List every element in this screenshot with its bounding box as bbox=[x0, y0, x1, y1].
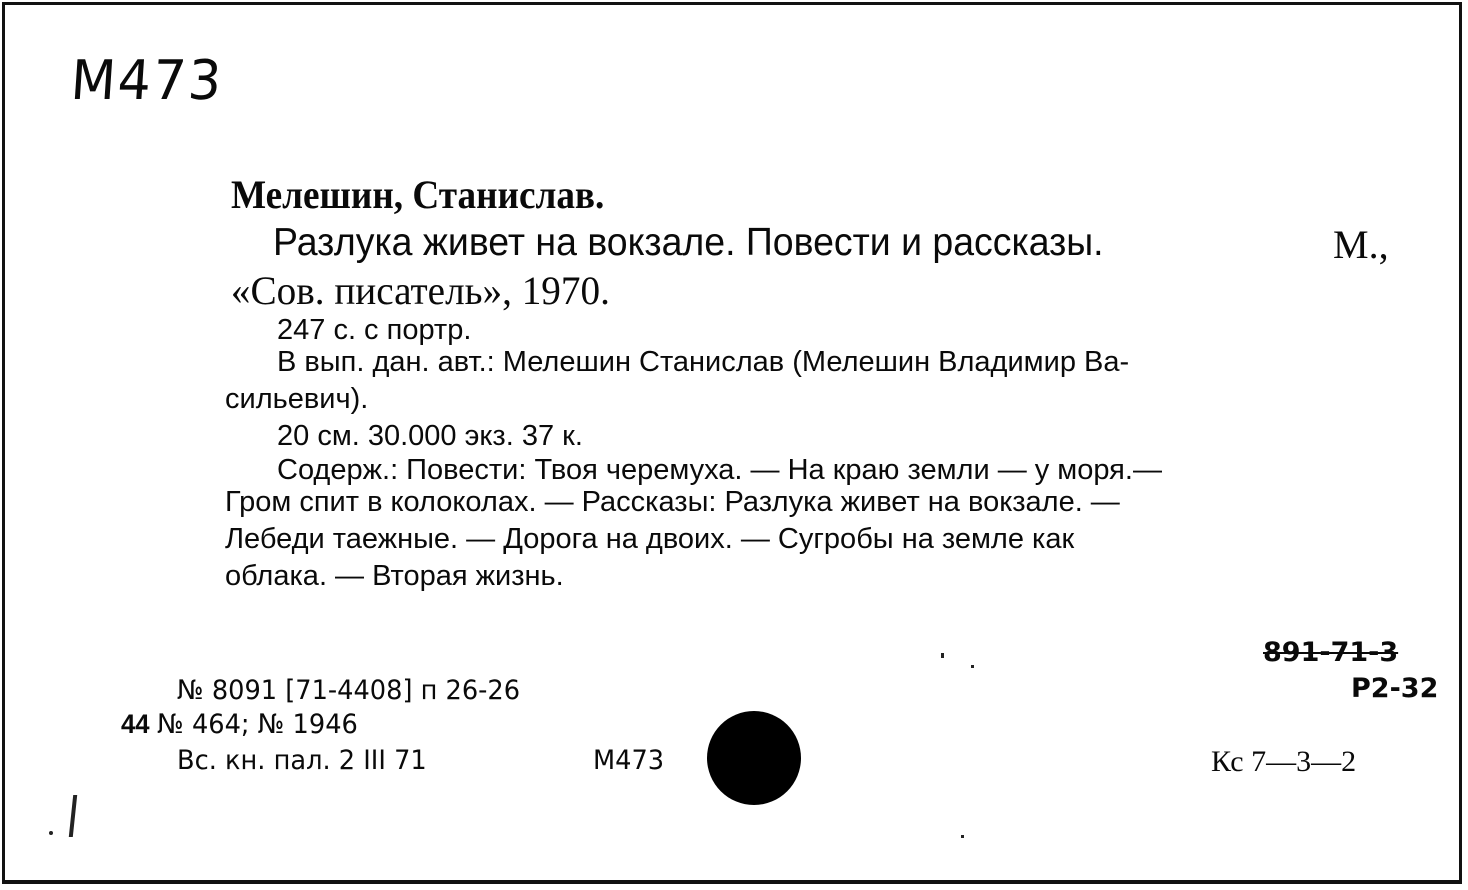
classification-code: Р2-32 bbox=[1351, 673, 1439, 704]
pages-info: 247 с. с портр. bbox=[277, 314, 472, 346]
author-heading: Мелешин, Станислав. bbox=[231, 172, 605, 217]
contents-line: Содерж.: Повести: Твоя черемуха. — На краю земли — у моря.— bbox=[277, 454, 1162, 486]
printed-shelf-code: М473 bbox=[593, 745, 665, 776]
speck bbox=[961, 835, 964, 838]
title-line-1: Разлука живет на вокзале. Повести и рассказы. bbox=[273, 221, 1104, 264]
speck bbox=[49, 831, 53, 835]
catalog-card bbox=[2, 2, 1462, 884]
contents-line: Лебеди таежные. — Дорога на двоих. — Сугробы на земле как bbox=[225, 523, 1075, 555]
book-chamber-line: Вс. кн. пал. 2 III 71 bbox=[177, 745, 427, 776]
contents-line: Гром спит в колоколах. — Рассказы: Разлука живет на вокзале. — bbox=[225, 486, 1120, 518]
publication-place: М., bbox=[1333, 222, 1389, 267]
contents-line: облака. — Вторая жизнь. bbox=[225, 560, 564, 592]
author-note-line-2: сильевич). bbox=[225, 383, 369, 415]
author-note-line-1: В вып. дан. авт.: Мелешин Станислав (Мелешин Владимир Ва- bbox=[277, 346, 1130, 378]
handwritten-shelf-mark: M473 bbox=[68, 49, 226, 113]
edition-info: 20 см. 30.000 экз. 37 к. bbox=[277, 420, 583, 452]
registry-numbers: № 464; № 1946 bbox=[157, 709, 358, 740]
pen-mark bbox=[69, 795, 77, 837]
speck bbox=[941, 653, 944, 658]
title-line-2: «Сов. писатель», 1970. bbox=[230, 268, 610, 313]
author-sign-code: Кс 7—3—2 bbox=[1211, 745, 1357, 778]
index-code-struck: 891-71-3 bbox=[1263, 637, 1399, 668]
registry-line-2 bbox=[121, 709, 358, 740]
speck bbox=[971, 665, 974, 668]
card-number: 44 bbox=[121, 709, 150, 739]
punch-hole bbox=[707, 711, 801, 805]
registry-number-line: № 8091 [71-4408] п 26-26 bbox=[177, 675, 521, 706]
